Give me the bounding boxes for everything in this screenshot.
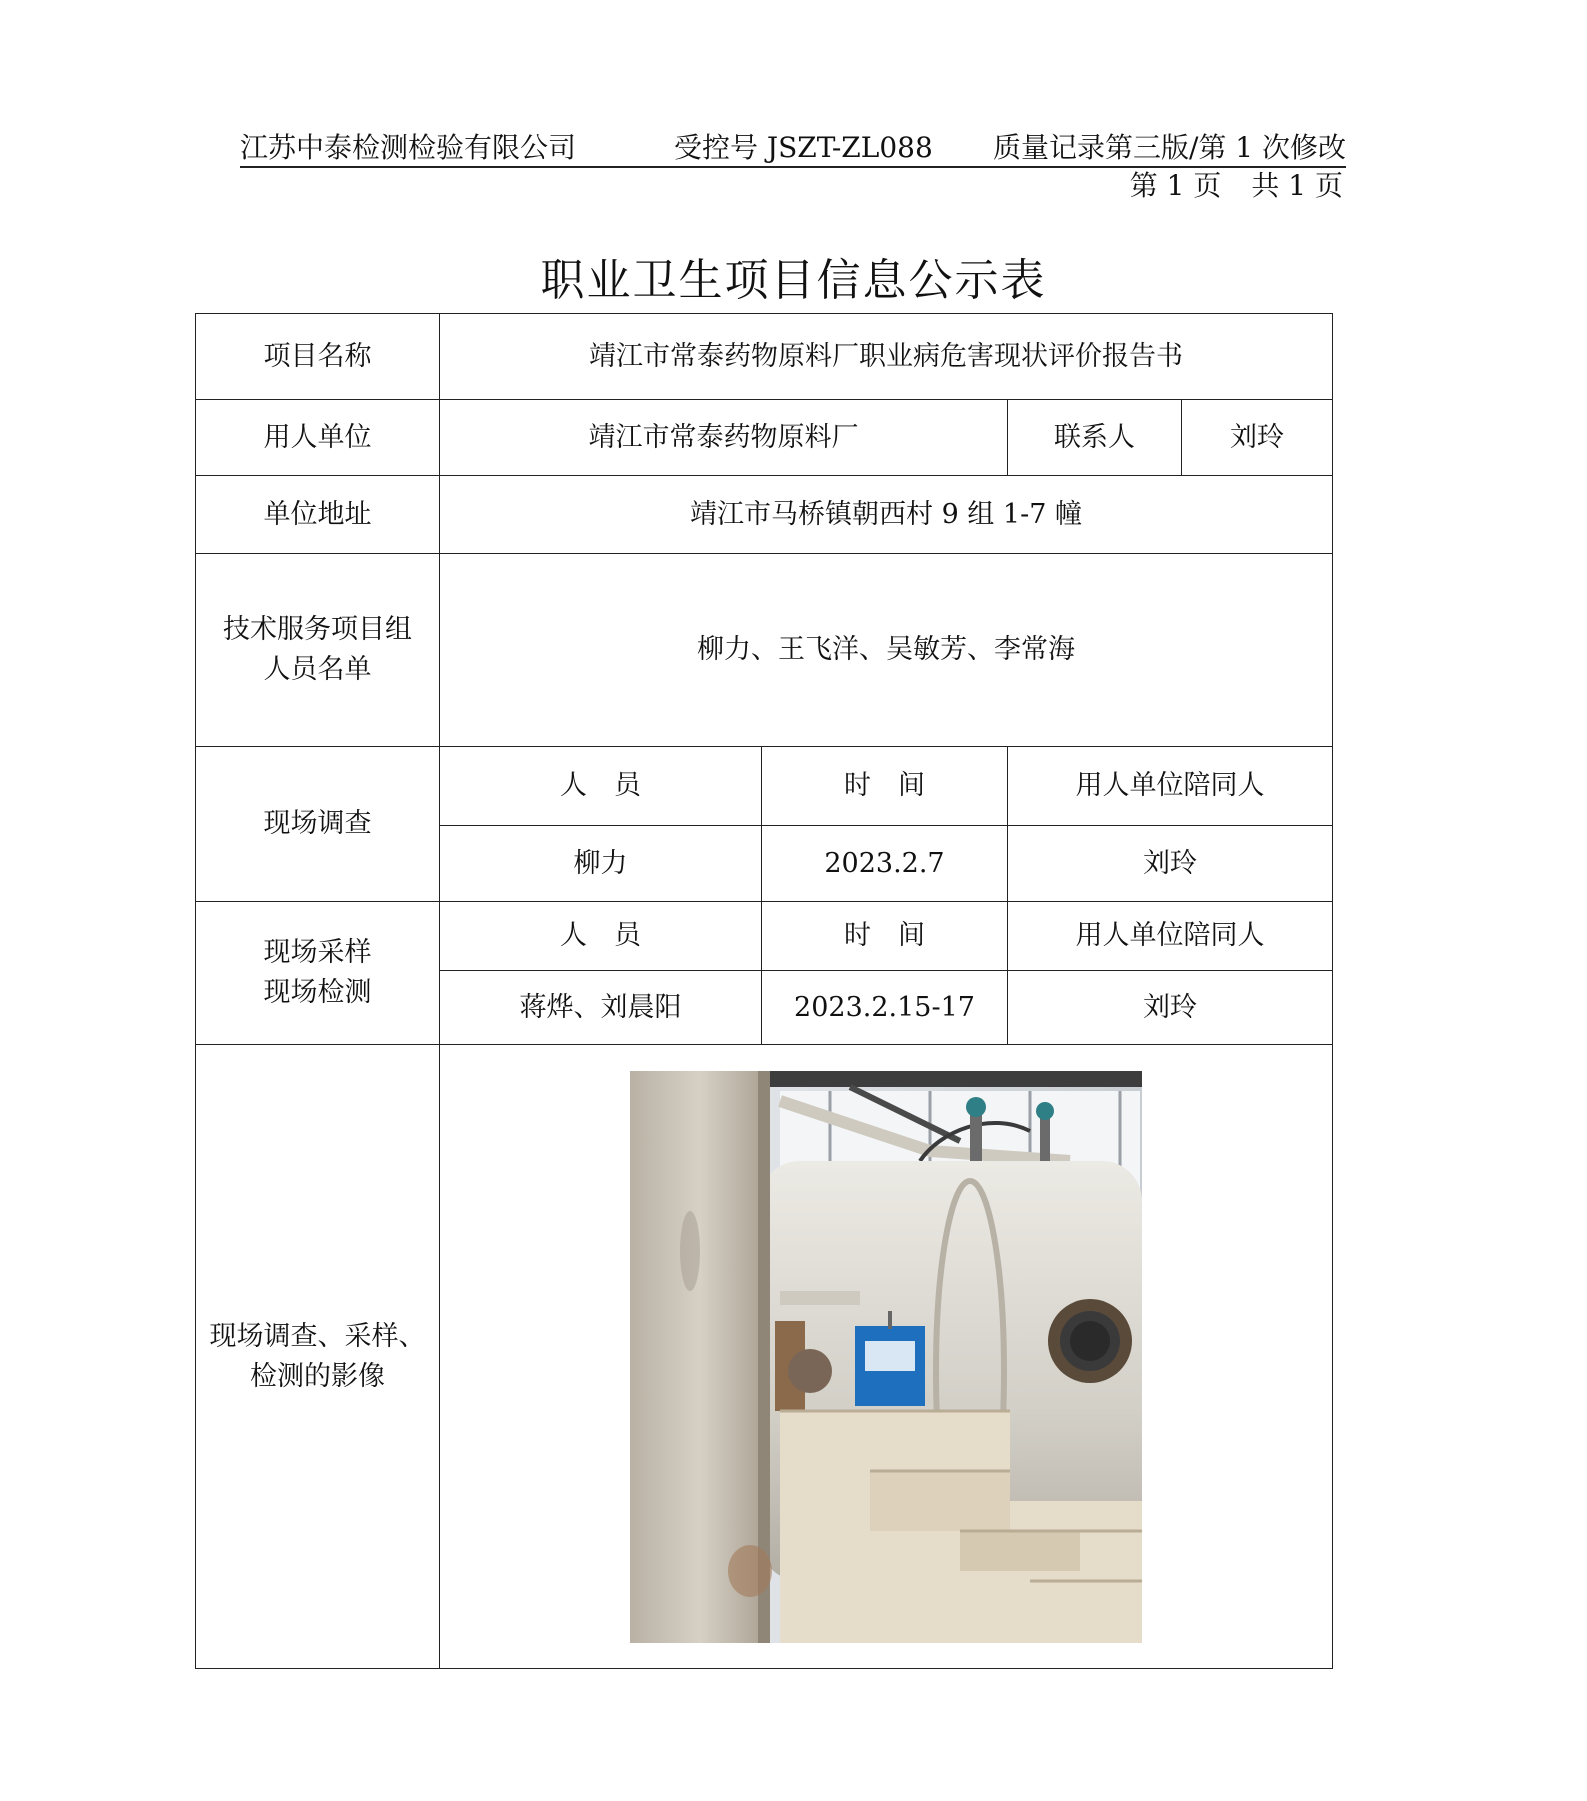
employer-label: 用人单位 [196, 400, 440, 476]
site-image-label-line1: 现场调查、采样、 [209, 1320, 426, 1352]
survey-col-time: 时 间 [762, 747, 1008, 826]
sampling-person: 蒋烨、刘晨阳 [440, 971, 762, 1045]
contact-value: 刘玲 [1182, 400, 1333, 476]
team-label-line2: 人员名单 [263, 654, 372, 685]
sampling-escort: 刘玲 [1008, 971, 1333, 1045]
row-site-image [196, 1045, 1333, 1669]
row-sampling-header [196, 902, 1333, 971]
survey-label: 现场调查 [196, 747, 440, 902]
site-image-label-line2: 检测的影像 [250, 1360, 385, 1392]
row-employer [196, 400, 1333, 476]
sampling-time: 2023.2.15-17 [762, 971, 1008, 1045]
survey-escort: 刘玲 [1008, 826, 1333, 902]
row-team [196, 554, 1333, 747]
site-photo-illustration [630, 1071, 1142, 1643]
project-name-label: 项目名称 [196, 314, 440, 400]
address-label: 单位地址 [196, 476, 440, 554]
sampling-col-escort: 用人单位陪同人 [1008, 902, 1333, 971]
team-value: 柳力、王飞洋、吴敏芳、李常海 [440, 554, 1333, 747]
sampling-label-line1: 现场采样 [263, 937, 372, 968]
quality-record-version: 质量记录第三版/第 1 次修改 [992, 131, 1346, 164]
page-number [1124, 164, 1343, 204]
address-value: 靖江市马桥镇朝西村 9 组 1-7 幢 [440, 476, 1333, 554]
document-header [240, 122, 1346, 168]
company-name: 江苏中泰检测检验有限公司 [240, 131, 577, 164]
site-image-cell [440, 1045, 1333, 1669]
project-name-value: 靖江市常泰药物原料厂职业病危害现状评价报告书 [440, 314, 1333, 400]
survey-col-escort: 用人单位陪同人 [1008, 747, 1333, 826]
site-image-label [196, 1045, 440, 1669]
sampling-col-time: 时 间 [762, 902, 1008, 971]
page-title: 职业卫生项目信息公示表 [540, 255, 1047, 306]
info-table [195, 313, 1333, 1669]
site-photo [630, 1071, 1142, 1643]
contact-label: 联系人 [1008, 400, 1182, 476]
sampling-col-person: 人 员 [440, 902, 762, 971]
employer-value: 靖江市常泰药物原料厂 [440, 400, 1008, 476]
sampling-label-line2: 现场检测 [263, 977, 372, 1008]
page-total: 共 1 页 [1251, 169, 1343, 202]
survey-time: 2023.2.7 [762, 826, 1008, 902]
row-address [196, 476, 1333, 554]
team-label-line1: 技术服务项目组 [223, 614, 412, 645]
row-survey-header [196, 747, 1333, 826]
page-current: 第 1 页 [1129, 169, 1222, 202]
row-project-name [196, 314, 1333, 400]
survey-col-person: 人 员 [440, 747, 762, 826]
team-label [196, 554, 440, 747]
control-number: 受控号 JSZT-ZL088 [674, 131, 933, 164]
sampling-label [196, 902, 440, 1045]
survey-person: 柳力 [440, 826, 762, 902]
